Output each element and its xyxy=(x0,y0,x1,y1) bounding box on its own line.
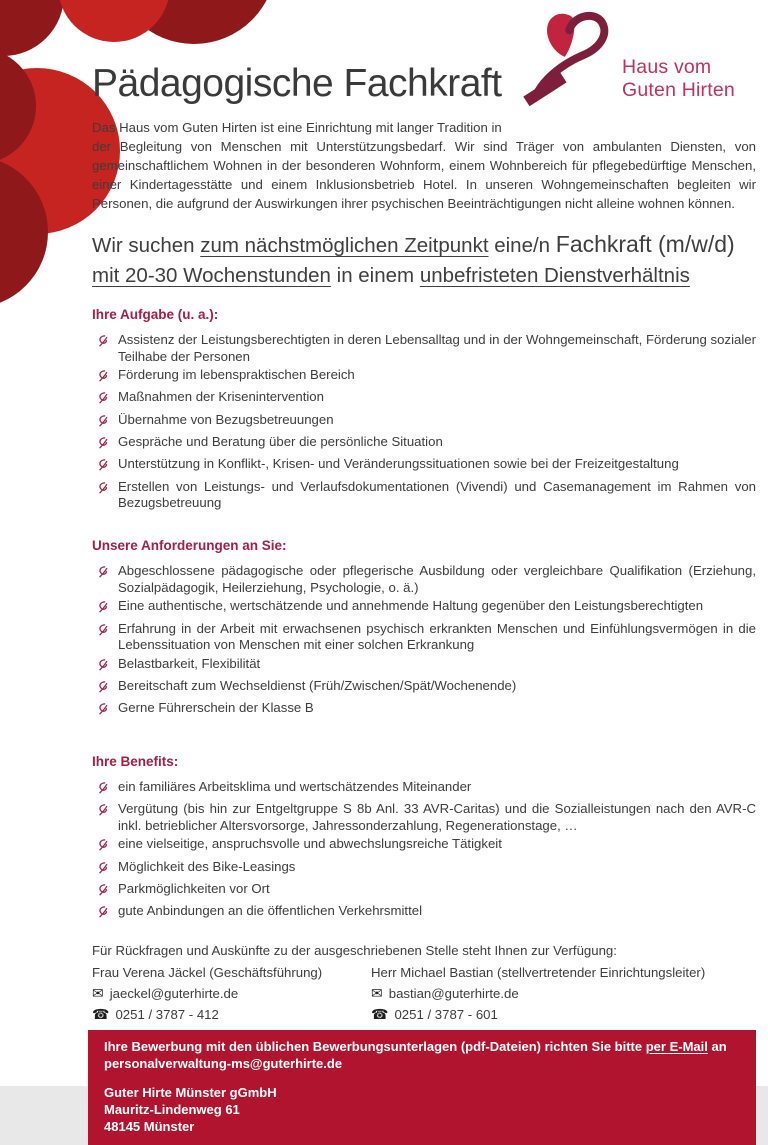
contact-person-1-phone: 0251 / 3787 - 412 xyxy=(115,1007,219,1023)
company-legal-name: Guter Hirte Münster gGmbH xyxy=(104,1085,277,1101)
list-item-text: Unterstützung in Konflikt-, Krisen- und Veränderungssituationen sowie bei der Freizeitgestaltung xyxy=(118,456,679,472)
contact-person-2-email[interactable]: bastian@guterhirte.de xyxy=(388,986,519,1002)
list-item xyxy=(97,621,756,655)
ribbon-bullet-icon xyxy=(97,369,109,388)
ribbon-bullet-icon xyxy=(97,680,109,699)
list-item xyxy=(97,434,756,455)
section-requirements-heading: Unsere Anforderungen an Sie: xyxy=(92,538,287,554)
page-title: Pädagogische Fachkraft xyxy=(92,62,502,105)
ribbon-bullet-icon xyxy=(97,565,109,597)
application-instruction-pre: Ihre Bewerbung mit den üblichen Bewerbungsunterlagen (pdf-Dateien) richten Sie bitte xyxy=(104,1039,646,1055)
ribbon-bullet-icon xyxy=(97,436,109,455)
ribbon-bullet-icon xyxy=(97,803,109,835)
list-item-text: Belastbarkeit, Flexibilität xyxy=(118,655,261,671)
ribbon-bullet-icon xyxy=(97,334,109,366)
list-item-text: Übernahme von Bezugsbetreuungen xyxy=(118,411,334,427)
list-item xyxy=(97,456,756,477)
ribbon-bullet-icon xyxy=(97,623,109,655)
vacancy-headline xyxy=(92,229,756,291)
contact-person-2 xyxy=(371,962,756,1025)
contact-person-2-name: Herr Michael Bastian (stellvertretender Einrichtungsleiter) xyxy=(371,965,706,981)
list-item xyxy=(97,779,756,800)
corner-circle-decoration xyxy=(0,0,64,56)
list-item xyxy=(97,389,756,410)
benefits-list xyxy=(92,779,756,924)
list-item xyxy=(97,836,756,857)
intro-rest: der Begleitung von Menschen mit Unterstützungsbedarf. Wir sind Träger von ambulanten Diensten, von gemeinschaftlichem Wohnen in der besonderen Wohnform, einem Wohnbereich für pflegebedürftige Menschen, einer Kindertagesstätte und einem Inklusionsbetrieb Hotel. In unseren Wohngemeinschaften begleiten wir Personen, die aufgrund der Auswirkungen ihrer psychischen Beeinträchtigungen nicht alleine wohnen können. xyxy=(92,139,756,211)
vacancy-underline-zeitpunkt: zum nächstmöglichen Zeitpunkt xyxy=(200,234,489,257)
list-item-text: Bereitschaft zum Wechseldienst (Früh/Zwischen/Spät/Wochenende) xyxy=(118,677,517,693)
contact-section xyxy=(92,941,756,1025)
list-item xyxy=(97,700,756,721)
section-requirements xyxy=(92,538,756,721)
list-item xyxy=(97,598,756,619)
ribbon-bullet-icon xyxy=(97,838,109,857)
ribbon-bullet-icon xyxy=(97,781,109,800)
list-item-text: Maßnahmen der Krisenintervention xyxy=(118,389,324,405)
section-tasks-heading: Ihre Aufgabe (u. a.): xyxy=(92,307,219,322)
list-item-text: Erfahrung in der Arbeit mit erwachsenen psychisch erkrankten Menschen und Einfühlungsvermögen in die Lebenssituation von Menschen mit einer solchen Erkrankung xyxy=(118,620,756,653)
application-instruction-post: an xyxy=(707,1039,727,1055)
phone-icon: ☎ xyxy=(371,1006,389,1023)
ribbon-bullet-icon xyxy=(97,458,109,477)
ribbon-bullet-icon xyxy=(97,883,109,902)
list-item xyxy=(97,412,756,433)
list-item-text: Gespräche und Beratung über die persönliche Situation xyxy=(118,433,443,449)
list-item xyxy=(97,563,756,597)
list-item xyxy=(97,903,756,924)
list-item-text: Parkmöglichkeiten vor Ort xyxy=(118,881,270,897)
envelope-icon: ✉ xyxy=(92,985,104,1002)
contact-person-2-phone: 0251 / 3787 - 601 xyxy=(394,1007,498,1023)
application-email[interactable]: personalverwaltung-ms@guterhirte.de xyxy=(104,1056,343,1072)
envelope-icon: ✉ xyxy=(371,985,383,1002)
contact-person-1-email[interactable]: jaeckel@guterhirte.de xyxy=(109,986,239,1002)
ribbon-bullet-icon xyxy=(97,391,109,410)
vacancy-pre: Wir suchen xyxy=(92,234,201,257)
intro-line1: Das Haus vom Guten Hirten ist eine Einrichtung mit langer Tradition in xyxy=(92,120,502,135)
ribbon-bullet-icon xyxy=(97,702,109,721)
section-benefits xyxy=(92,754,756,924)
tasks-list xyxy=(92,332,756,512)
list-item xyxy=(97,859,756,880)
ribbon-bullet-icon xyxy=(97,600,109,619)
company-street: Mauritz-Lindenweg 61 xyxy=(104,1102,240,1118)
ribbon-bullet-icon xyxy=(97,414,109,433)
phone-icon: ☎ xyxy=(92,1006,110,1023)
list-item-text: Eine authentische, wertschätzende und annehmende Haltung gegenüber den Leistungsberechtigten xyxy=(118,598,704,614)
vacancy-role: Fachkraft (m/w/d) xyxy=(555,231,735,257)
list-item-text: eine vielseitige, anspruchsvolle und abwechslungsreiche Tätigkeit xyxy=(118,836,502,852)
document-body xyxy=(92,0,756,1145)
list-item xyxy=(97,332,756,366)
vacancy-mid1: eine/n xyxy=(488,234,556,257)
list-item-text: Erstellen von Leistungs- und Verlaufsdokumentationen (Vivendi) und Casemanagement im Rahmen von Bezugsbetreuung xyxy=(118,478,756,511)
ribbon-bullet-icon xyxy=(97,658,109,677)
section-tasks xyxy=(92,307,756,512)
list-item xyxy=(97,479,756,513)
list-item-text: Abgeschlossene pädagogische oder pflegerische Ausbildung oder vergleichbare Qualifikation (Erziehung, Sozialpädagogik, Heilerziehung, Psychologie, o. ä.) xyxy=(118,563,756,595)
company-city: 48145 Münster xyxy=(104,1119,195,1135)
contact-persons xyxy=(92,962,756,1025)
requirements-list xyxy=(92,563,756,721)
list-item-text: Gerne Führerschein der Klasse B xyxy=(118,700,314,716)
list-item xyxy=(97,656,756,677)
contact-person-1 xyxy=(92,962,371,1025)
application-instruction xyxy=(104,1038,740,1072)
list-item-text: gute Anbindungen an die öffentlichen Verkehrsmittel xyxy=(118,903,423,919)
company-name-line2: Guten Hirten xyxy=(622,79,735,101)
list-item xyxy=(97,367,756,388)
application-instruction-email-emphasis: per E-Mail xyxy=(645,1039,708,1055)
section-benefits-heading: Ihre Benefits: xyxy=(92,754,179,770)
list-item xyxy=(97,678,756,699)
list-item xyxy=(97,801,756,835)
ribbon-bullet-icon xyxy=(97,861,109,880)
vacancy-underline-wochenstunden: mit 20-30 Wochenstunden xyxy=(92,264,331,287)
application-info-box xyxy=(88,1030,756,1145)
ribbon-bullet-icon xyxy=(97,905,109,924)
list-item-text: Assistenz der Leistungsberechtigten in deren Lebensalltag und in der Wohngemeinschaft, Förderung sozialer Teilhabe der Personen xyxy=(118,332,756,364)
contact-intro: Für Rückfragen und Auskünfte zu der ausgeschriebenen Stelle steht Ihnen zur Verfügung: xyxy=(92,943,617,959)
vacancy-underline-dienstverhaeltnis: unbefristeten Dienstverhältnis xyxy=(419,264,690,287)
intro-paragraph xyxy=(92,118,756,213)
contact-person-1-name: Frau Verena Jäckel (Geschäftsführung) xyxy=(92,965,323,981)
list-item-text: Vergütung (bis hin zur Entgeltgruppe S 8b Anl. 33 AVR-Caritas) und die Sozialleistungen nach den AVR-C inkl. betrieblicher Altersvorsorge, Jahressonderzahlung, Regenerationstage, … xyxy=(118,801,756,834)
ribbon-bullet-icon xyxy=(97,481,109,513)
list-item-text: Möglichkeit des Bike-Leasings xyxy=(118,858,296,874)
list-item-text: ein familiäres Arbeitsklima und wertschätzendes Miteinander xyxy=(118,779,472,795)
list-item-text: Förderung im lebenspraktischen Bereich xyxy=(118,367,355,383)
vacancy-mid2: in einem xyxy=(330,264,420,287)
company-name-line1: Haus vom xyxy=(622,56,712,78)
list-item xyxy=(97,881,756,902)
